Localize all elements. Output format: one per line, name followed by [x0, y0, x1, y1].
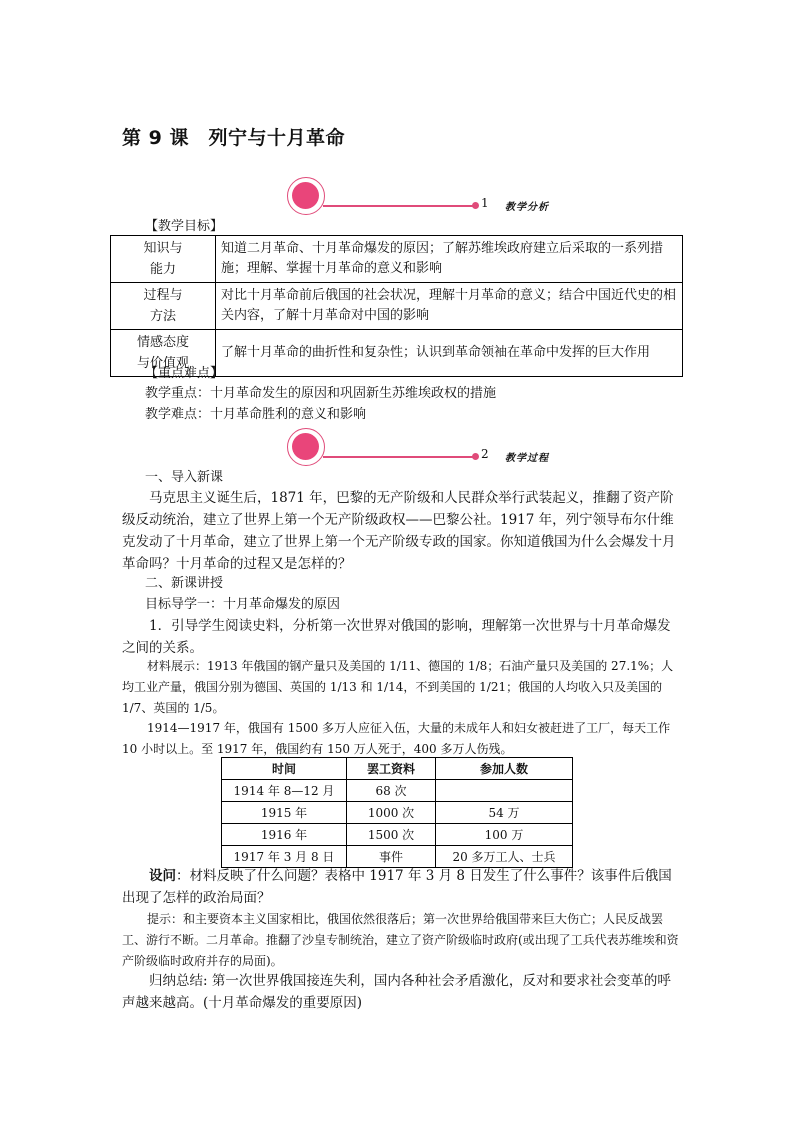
table-row: [111, 236, 683, 283]
goal-text: 了解十月革命的曲折性和复杂性；认识到革命领袖在革命中发挥的巨大作用: [216, 330, 683, 377]
table-cell: 1915 年: [222, 802, 347, 824]
material-paragraph: 1914—1917 年，俄国有 1500 多万人应征入伍，大量的未成年人和妇女被赶进了工厂，每天工作 10 小时以上。至 1917 年，俄国约有 150 万人死于，400 多万人伤残。: [122, 721, 671, 756]
table-row: [111, 283, 683, 330]
table-cell: 20 多万工人、士兵: [436, 846, 573, 868]
table-row: [222, 824, 573, 846]
column-header: 罢工资料: [347, 758, 436, 780]
question-text: ：材料反映了什么问题？表格中 1917 年 3 月 8 日发生了什么事件？该事件后俄国出现了怎样的政治局面？: [122, 868, 672, 906]
column-header: 时间: [222, 758, 347, 780]
summary-paragraph: [122, 970, 680, 1014]
difficult-point: 教学难点：十月革命胜利的意义和影响: [145, 407, 367, 422]
dot-icon: [472, 202, 479, 209]
goal-text: 对比十月革命前后俄国的社会状况，理解十月革命的意义；结合中国近代史的相关内容，了解十月革命对中国的影响: [216, 283, 683, 330]
table-row: [222, 780, 573, 802]
column-header: 参加人数: [436, 758, 573, 780]
summary-text: : 第一次世界俄国接连失利，国内各种社会矛盾激化，反对和要求社会变革的呼声越来越高。(十月革命爆发的重要原因): [122, 973, 671, 1011]
goal-text: 知道二月革命、十月革命爆发的原因；了解苏维埃政府建立后采取的一系列措施；理解、掌握十月革命的意义和影响: [216, 236, 683, 283]
pink-circle-icon: [287, 177, 325, 215]
section-number: 1: [481, 196, 489, 210]
new-lesson-heading: 二、新课讲授: [145, 576, 224, 591]
strike-table: [221, 757, 573, 868]
divider: [323, 205, 475, 207]
table-cell: 68 次: [347, 780, 436, 802]
key-point: 教学重点：十月革命发生的原因和巩固新生苏维埃政权的措施: [145, 386, 497, 401]
table-cell: 1000 次: [347, 802, 436, 824]
table-cell: [436, 780, 573, 802]
pink-circle-icon: [287, 428, 325, 466]
keypoints-heading: 【重点难点】: [145, 366, 224, 381]
table-cell: 1500 次: [347, 824, 436, 846]
table-row: [222, 802, 573, 824]
dot-icon: [472, 453, 479, 460]
question-label: 设问: [149, 868, 176, 884]
divider: [323, 456, 475, 458]
step-paragraph: 1．引导学生阅读史料，分析第一次世界对俄国的影响，理解第一次世界与十月革命爆发之间的关系。: [122, 618, 671, 656]
question-paragraph: [122, 865, 680, 909]
page-title: 第 9 课 列宁与十月革命: [122, 127, 345, 149]
table-cell: 1916 年: [222, 824, 347, 846]
table-cell: 54 万: [436, 802, 573, 824]
table-cell: 1914 年 8—12 月: [222, 780, 347, 802]
table-cell: 100 万: [436, 824, 573, 846]
table-cell: 事件: [347, 846, 436, 868]
section-header-analysis: [287, 177, 607, 217]
goal-key: 知识与 能力: [111, 236, 216, 283]
goal-key: 过程与 方法: [111, 283, 216, 330]
table-header-row: [222, 758, 573, 780]
goals-table: [110, 235, 683, 377]
goals-heading: 【教学目标】: [145, 219, 224, 234]
table-cell: 1917 年 3 月 8 日: [222, 846, 347, 868]
section-number: 2: [481, 447, 489, 461]
intro-paragraph: 马克思主义诞生后，1871 年，巴黎的无产阶级和人民群众举行武装起义，推翻了资产阶级反动统治，建立了世界上第一个无产阶级政权——巴黎公社。1917 年，列宁领导布尔什维克发动了十月革命，建立了世界上第一个无产阶级专政的国家。你知道俄国为什么会爆发十月革命吗？十月革命的过程又是怎样的？: [122, 490, 676, 572]
material-paragraph: 材料展示：1913 年俄国的钢产量只及美国的 1/11、德国的 1/8；石油产量只及美国的 27.1%；人均工业产量，俄国分别为德国、英国的 1/13 和 1/14，不到美国的 1/21；俄国的人均收入只及美国的 1/7、英国的 1/5。: [122, 659, 674, 715]
section-header-process: [287, 428, 607, 468]
section-label: 教学分析: [505, 202, 549, 213]
goal-key: 情感态度 与价值观: [111, 330, 216, 377]
intro-heading: 一、导入新课: [145, 470, 224, 485]
hint-paragraph: 提示：和主要资本主义国家相比，俄国依然很落后；第一次世界给俄国带来巨大伤亡；人民反战罢工、游行不断。二月革命。推翻了沙皇专制统治，建立了资产阶级临时政府(或出现了工兵代表苏维埃和资产阶级临时政府并存的局面)。: [122, 912, 679, 968]
summary-label: 归纳总结: [149, 973, 203, 989]
section-label: 教学过程: [505, 453, 549, 464]
guide-heading: 目标导学一：十月革命爆发的原因: [145, 597, 341, 612]
